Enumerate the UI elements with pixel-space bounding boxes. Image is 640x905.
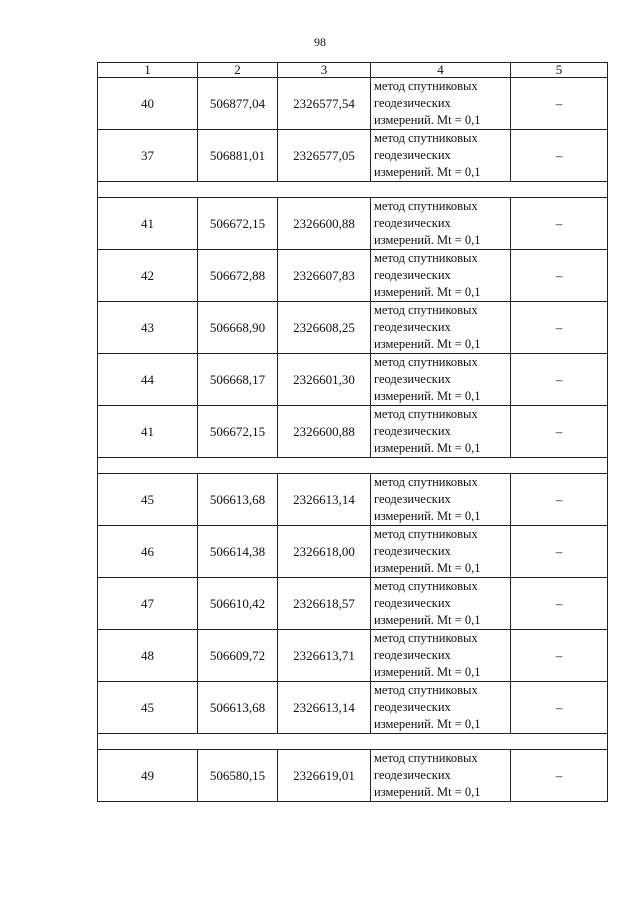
coordinate-y-cell: 2326613,14 [278, 682, 371, 734]
method-cell [371, 78, 511, 130]
method-cell [371, 750, 511, 802]
coordinate-x-cell: 506877,04 [198, 78, 278, 130]
coordinate-x-cell: 506672,15 [198, 198, 278, 250]
method-line: метод спутниковых [374, 683, 478, 697]
table-row [98, 302, 608, 354]
method-cell [371, 682, 511, 734]
coordinate-x-cell: 506609,72 [198, 630, 278, 682]
point-number-cell: 41 [98, 406, 198, 458]
note-cell: – [511, 630, 608, 682]
method-line: геодезических [374, 492, 451, 506]
method-line: геодезических [374, 320, 451, 334]
note-cell: – [511, 78, 608, 130]
method-line: геодезических [374, 148, 451, 162]
table-row [98, 198, 608, 250]
coordinate-y-cell: 2326607,83 [278, 250, 371, 302]
method-line: измерений. Mt = 0,1 [374, 165, 481, 179]
method-line: метод спутниковых [374, 303, 478, 317]
coordinate-y-cell: 2326618,00 [278, 526, 371, 578]
point-number-cell: 42 [98, 250, 198, 302]
coordinate-x-cell: 506881,01 [198, 130, 278, 182]
method-line: геодезических [374, 544, 451, 558]
method-line: метод спутниковых [374, 199, 478, 213]
coordinate-x-cell: 506610,42 [198, 578, 278, 630]
method-line: геодезических [374, 96, 451, 110]
column-header: 2 [198, 63, 278, 78]
method-line: метод спутниковых [374, 579, 478, 593]
method-line: геодезических [374, 596, 451, 610]
coordinate-x-cell: 506668,90 [198, 302, 278, 354]
section-separator-row [98, 458, 608, 474]
method-cell [371, 302, 511, 354]
page-number: 98 [314, 35, 326, 49]
method-line: измерений. Mt = 0,1 [374, 665, 481, 679]
note-cell: – [511, 406, 608, 458]
coordinate-y-cell: 2326601,30 [278, 354, 371, 406]
coordinate-x-cell: 506613,68 [198, 474, 278, 526]
method-line: измерений. Mt = 0,1 [374, 613, 481, 627]
point-number-cell: 43 [98, 302, 198, 354]
column-header: 3 [278, 63, 371, 78]
method-line: метод спутниковых [374, 751, 478, 765]
note-cell: – [511, 354, 608, 406]
separator-cell [98, 458, 608, 474]
point-number-cell: 40 [98, 78, 198, 130]
point-number-cell: 44 [98, 354, 198, 406]
coordinate-y-cell: 2326577,54 [278, 78, 371, 130]
coordinates-table-container [97, 62, 607, 802]
method-line: измерений. Mt = 0,1 [374, 113, 481, 127]
method-line: метод спутниковых [374, 407, 478, 421]
method-line: геодезических [374, 424, 451, 438]
coordinate-x-cell: 506672,88 [198, 250, 278, 302]
note-cell: – [511, 578, 608, 630]
method-line: метод спутниковых [374, 251, 478, 265]
point-number-cell: 49 [98, 750, 198, 802]
method-line: измерений. Mt = 0,1 [374, 717, 481, 731]
coordinate-x-cell: 506580,15 [198, 750, 278, 802]
note-cell: – [511, 682, 608, 734]
note-cell: – [511, 250, 608, 302]
note-cell: – [511, 750, 608, 802]
method-cell [371, 354, 511, 406]
note-cell: – [511, 198, 608, 250]
method-cell [371, 474, 511, 526]
coordinate-x-cell: 506672,15 [198, 406, 278, 458]
method-line: измерений. Mt = 0,1 [374, 785, 481, 799]
coordinate-x-cell: 506613,68 [198, 682, 278, 734]
separator-cell [98, 182, 608, 198]
column-header: 1 [98, 63, 198, 78]
point-number-cell: 37 [98, 130, 198, 182]
method-line: метод спутниковых [374, 475, 478, 489]
coordinate-y-cell: 2326600,88 [278, 406, 371, 458]
separator-cell [98, 734, 608, 750]
note-cell: – [511, 302, 608, 354]
section-separator-row [98, 734, 608, 750]
method-line: измерений. Mt = 0,1 [374, 389, 481, 403]
method-line: измерений. Mt = 0,1 [374, 233, 481, 247]
method-cell [371, 130, 511, 182]
table-row [98, 630, 608, 682]
method-line: измерений. Mt = 0,1 [374, 509, 481, 523]
method-line: геодезических [374, 700, 451, 714]
table-row [98, 526, 608, 578]
coordinates-table [97, 62, 608, 802]
coordinate-x-cell: 506668,17 [198, 354, 278, 406]
method-cell [371, 250, 511, 302]
method-line: метод спутниковых [374, 631, 478, 645]
table-row [98, 750, 608, 802]
method-line: измерений. Mt = 0,1 [374, 561, 481, 575]
column-header: 5 [511, 63, 608, 78]
column-number-row [98, 63, 608, 78]
table-row [98, 682, 608, 734]
method-line: метод спутниковых [374, 355, 478, 369]
section-separator-row [98, 182, 608, 198]
coordinate-y-cell: 2326577,05 [278, 130, 371, 182]
table-row [98, 474, 608, 526]
method-cell [371, 198, 511, 250]
coordinate-y-cell: 2326618,57 [278, 578, 371, 630]
method-cell [371, 526, 511, 578]
method-line: измерений. Mt = 0,1 [374, 337, 481, 351]
table-row [98, 578, 608, 630]
coordinate-x-cell: 506614,38 [198, 526, 278, 578]
method-cell [371, 578, 511, 630]
point-number-cell: 45 [98, 474, 198, 526]
coordinate-y-cell: 2326600,88 [278, 198, 371, 250]
column-header: 4 [371, 63, 511, 78]
method-line: метод спутниковых [374, 131, 478, 145]
point-number-cell: 47 [98, 578, 198, 630]
method-line: геодезических [374, 268, 451, 282]
method-line: геодезических [374, 216, 451, 230]
point-number-cell: 41 [98, 198, 198, 250]
method-line: геодезических [374, 372, 451, 386]
note-cell: – [511, 130, 608, 182]
note-cell: – [511, 526, 608, 578]
note-cell: – [511, 474, 608, 526]
table-row [98, 354, 608, 406]
method-line: измерений. Mt = 0,1 [374, 441, 481, 455]
coordinate-y-cell: 2326608,25 [278, 302, 371, 354]
method-line: геодезических [374, 768, 451, 782]
method-cell [371, 406, 511, 458]
method-line: метод спутниковых [374, 527, 478, 541]
method-line: измерений. Mt = 0,1 [374, 285, 481, 299]
coordinate-y-cell: 2326613,14 [278, 474, 371, 526]
method-line: геодезических [374, 648, 451, 662]
table-body [98, 63, 608, 802]
point-number-cell: 45 [98, 682, 198, 734]
table-row [98, 78, 608, 130]
table-row [98, 250, 608, 302]
method-line: метод спутниковых [374, 79, 478, 93]
table-row [98, 130, 608, 182]
method-cell [371, 630, 511, 682]
coordinate-y-cell: 2326613,71 [278, 630, 371, 682]
point-number-cell: 46 [98, 526, 198, 578]
table-row [98, 406, 608, 458]
coordinate-y-cell: 2326619,01 [278, 750, 371, 802]
point-number-cell: 48 [98, 630, 198, 682]
